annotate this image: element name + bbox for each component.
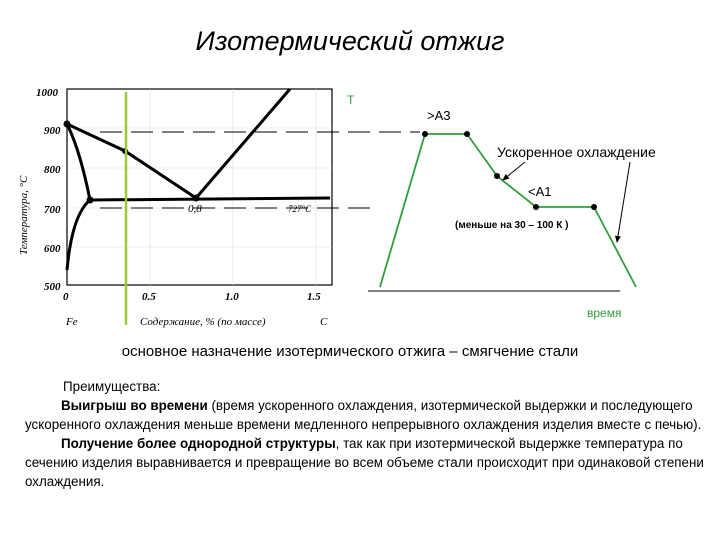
a1-label: <A1 [528, 184, 552, 199]
point-p [87, 197, 94, 204]
advantage-2-title: Получение более однородной структуры [61, 436, 336, 451]
t-label: T [347, 93, 355, 107]
annealing-points [422, 131, 597, 210]
eutectoid-label: 0,8 [188, 203, 202, 215]
y-tick-700: 700 [44, 204, 61, 216]
y-tick-1000: 1000 [36, 87, 58, 99]
advantages-block [25, 377, 705, 491]
a1-note: (меньше на 30 – 100 К ) [455, 220, 569, 231]
x-right-label: C [320, 316, 328, 328]
advantage-2-text: , так как при изотермической выдержке температура по сечению изделия выравнивается и превращение во всем объеме стали происходит при одинаковой степени охлаждения. [25, 436, 704, 489]
advantage-1-title: Выигрыш во времени [61, 398, 208, 413]
fast-cooling-label: Ускоренное охлаждение [497, 144, 656, 160]
x-tick-0-5: 0.5 [142, 291, 156, 303]
page-title: Изотермический отжиг [195, 26, 505, 56]
x-tick-0: 0 [63, 291, 69, 303]
x-tick-1-0: 1.0 [225, 291, 239, 303]
fast-cooling-arrow-1 [503, 162, 525, 180]
y-tick-800: 800 [44, 164, 61, 176]
phase-diagram-frame [67, 89, 332, 285]
fast-cool-point [494, 173, 500, 179]
time-label: время [587, 306, 622, 320]
y-tick-500: 500 [44, 281, 61, 293]
a3-label: >A3 [427, 108, 451, 123]
advantage-1-text: (время ускоренного охлаждения, изотермической выдержки и последующего ускоренного охлаждения меньше времени медленного непрерывного охлаждения изделия вместе с печью). [25, 398, 702, 432]
point-s [193, 195, 200, 202]
isothermal-start-point [533, 204, 539, 210]
eutectoid-temp-label: 727°C [288, 204, 312, 214]
x-left-label: Fe [66, 316, 78, 328]
y-axis-label: Температура, °С [18, 175, 30, 255]
y-tick-600: 600 [44, 243, 61, 255]
main-purpose: основное назначение изотермического отжига – смягчение стали [121, 343, 579, 360]
heating-end-point [422, 131, 428, 137]
x-axis-label: Содержание, % (по массе) [140, 316, 266, 328]
hold-end-point [464, 131, 470, 137]
x-tick-1-5: 1.5 [307, 291, 321, 303]
point-g [64, 121, 71, 128]
advantages-heading: Преимущества: [63, 379, 161, 394]
y-tick-900: 900 [44, 125, 61, 137]
fast-cooling-arrow-2 [617, 162, 630, 242]
isothermal-end-point [591, 204, 597, 210]
